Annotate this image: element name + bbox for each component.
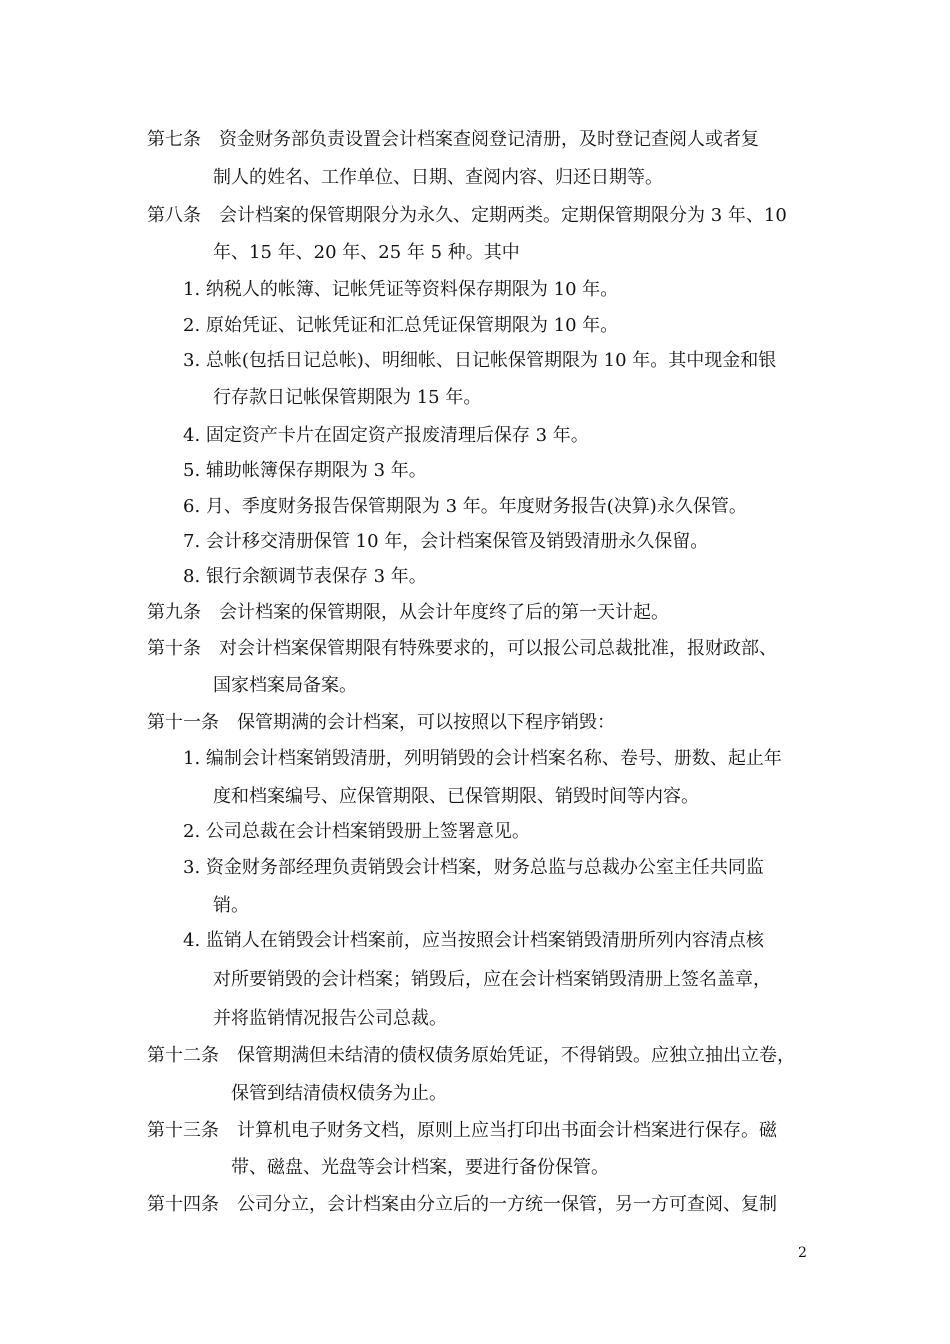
text-line: 第十四条 公司分立，会计档案由分立后的一方统一保管，另一方可查阅、复制	[147, 1194, 777, 1215]
list-item: 3. 总帐(包括日记总帐)、明细帐、日记帐保管期限为 10 年。其中现金和银	[183, 350, 777, 371]
page-number: 2	[798, 1245, 807, 1261]
list-item: 4. 固定资产卡片在固定资产报废清理后保存 3 年。	[183, 425, 589, 446]
text-line: 国家档案局备案。	[213, 675, 357, 696]
list-item: 8. 银行余额调节表保存 3 年。	[183, 566, 427, 587]
text-line: 第十二条 保管期满但未结清的债权债务原始凭证，不得销毁。应独立抽出立卷，	[147, 1045, 795, 1066]
text-line: 销。	[213, 895, 249, 916]
list-item: 4. 监销人在销毁会计档案前，应当按照会计档案销毁清册所列内容清点核	[183, 930, 764, 951]
list-item: 6. 月、季度财务报告保管期限为 3 年。年度财务报告(决算)永久保管。	[183, 496, 747, 517]
list-item: 2. 公司总裁在会计档案销毁册上签署意见。	[183, 821, 530, 842]
text-line: 第七条 资金财务部负责设置会计档案查阅登记清册，及时登记查阅人或者复	[147, 129, 759, 150]
list-item: 1. 纳税人的帐簿、记帐凭证等资料保存期限为 10 年。	[183, 279, 619, 300]
text-line: 第十一条 保管期满的会计档案，可以按照以下程序销毁：	[147, 712, 615, 733]
text-line: 行存款日记帐保管期限为 15 年。	[213, 387, 482, 408]
text-line: 带、磁盘、光盘等会计档案，要进行备份保管。	[231, 1157, 609, 1178]
list-item: 5. 辅助帐簿保存期限为 3 年。	[183, 460, 427, 481]
text-line: 对所要销毁的会计档案；销毁后，应在会计档案销毁清册上签名盖章，	[213, 969, 771, 990]
text-line: 制人的姓名、工作单位、日期、查阅内容、归还日期等。	[213, 167, 663, 188]
text-line: 第八条 会计档案的保管期限分为永久、定期两类。定期保管期限分为 3 年、10	[147, 205, 787, 226]
text-line: 保管到结清债权债务为止。	[231, 1083, 447, 1104]
text-line: 第十条 对会计档案保管期限有特殊要求的，可以报公司总裁批准，报财政部、	[147, 638, 777, 659]
text-line: 并将监销情况报告公司总裁。	[213, 1008, 447, 1029]
text-line: 第十三条 计算机电子财务文档，原则上应当打印出书面会计档案进行保存。磁	[147, 1120, 777, 1141]
list-item: 1. 编制会计档案销毁清册，列明销毁的会计档案名称、卷号、册数、起止年	[183, 748, 782, 769]
text-line: 第九条 会计档案的保管期限，从会计年度终了后的第一天计起。	[147, 602, 669, 623]
text-line: 年、15 年、20 年、25 年 5 种。其中	[213, 242, 520, 263]
text-line: 度和档案编号、应保管期限、已保管期限、销毁时间等内容。	[213, 786, 699, 807]
list-item: 3. 资金财务部经理负责销毁会计档案，财务总监与总裁办公室主任共同监	[183, 857, 764, 878]
list-item: 2. 原始凭证、记帐凭证和汇总凭证保管期限为 10 年。	[183, 315, 619, 336]
list-item: 7. 会计移交清册保管 10 年，会计档案保管及销毁清册永久保留。	[183, 531, 709, 552]
